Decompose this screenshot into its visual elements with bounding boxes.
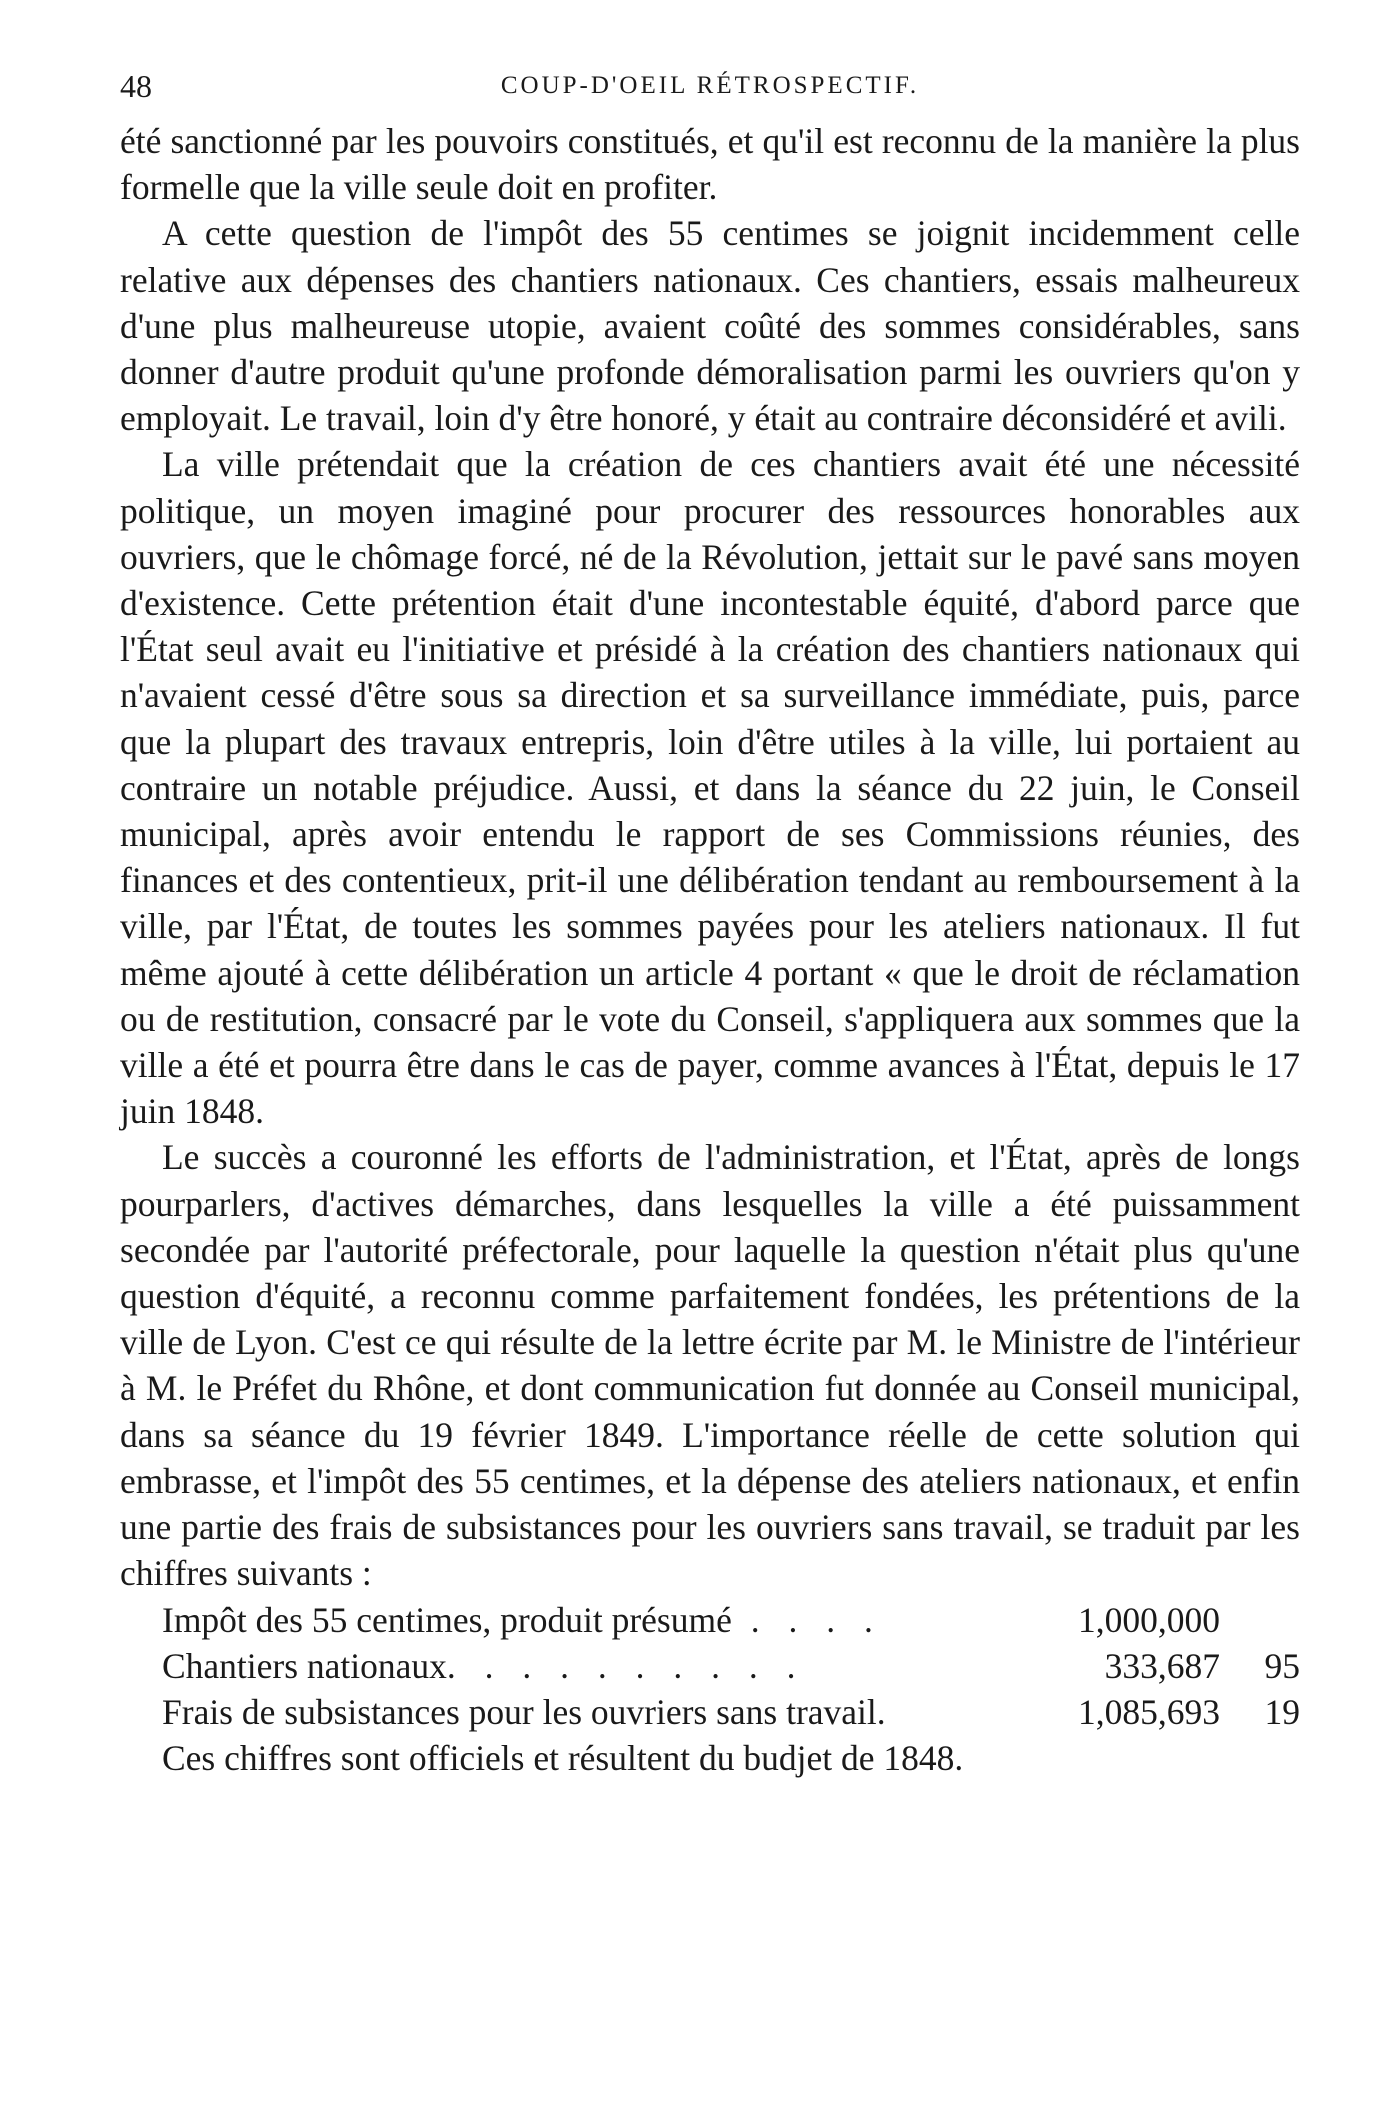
figure-cents: 19 xyxy=(1264,1691,1300,1732)
figure-label: Impôt des 55 centimes, produit présumé . . . . xyxy=(162,1599,883,1640)
running-head xyxy=(120,68,1300,118)
running-title: COUP-D'OEIL RÉTROSPECTIF. xyxy=(500,72,920,99)
body-text xyxy=(120,118,1300,1597)
paragraph-ville-pretendait: La ville prétendait que la création de ces chantiers avait été une nécessité politique, un moyen imaginé pour procurer des ressources honorables aux ouvriers, que le chômage forcé, né de la Révolution, jettait sur le pavé sans moyen d'existence. Cette prétention était d'une incontestable équité, d'abord parce que l'État seul avait eu l'initiative et présidé à la création des chantiers nationaux qui n'avaient cessé d'être sous sa direction et sa surveillance immédiate, puis, parce que la plupart des travaux entrepris, loin d'être utiles à la ville, lui portaient au contraire un notable préjudice. Aussi, et dans la séance du 22 juin, le Conseil municipal, après avoir entendu le rapport de ses Commissions réunies, des finances et des contentieux, prit-il une délibération tendant au remboursement à la ville, par l'État, de toutes les sommes payées pour les ateliers nationaux. Il fut même ajouté à cette délibération un article 4 portant « que le droit de réclamation ou de restitution, consacré par le vote du Conseil, s'appliquera aux sommes que la ville a été et pourra être dans le cas de payer, comme avances à l'État, depuis le 17 juin 1848. xyxy=(120,444,1300,1132)
figure-cents: 95 xyxy=(1264,1645,1300,1686)
paragraph-continued: été sanctionné par les pouvoirs constitués, et qu'il est reconnu de la manière la plus formelle que la ville seule doit en profiter. xyxy=(120,121,1300,208)
figure-label: Chantiers nationaux. . . . . . . . . . xyxy=(162,1645,806,1686)
figure-value: 1,085,693 xyxy=(1078,1691,1220,1732)
paragraph-chantiers: A cette question de l'impôt des 55 centimes se joignit incidemment celle relative aux dépenses des chantiers nationaux. Ces chantiers, essais malheureux d'une plus malheureuse utopie, avaient coûté des sommes considérables, sans donner d'autre produit qu'une profonde démoralisation parmi les ouvriers qu'on y employait. Le travail, loin d'y être honoré, y était au contraire déconsidéré et avili. xyxy=(120,213,1300,439)
figure-value: 333,687 xyxy=(1104,1645,1220,1686)
figures-table xyxy=(120,1597,1300,1735)
figure-label: Frais de subsistances pour les ouvriers sans travail. xyxy=(162,1691,886,1732)
book-page xyxy=(120,68,1300,1781)
leader-dots: . . . . . . . . . . xyxy=(446,1645,806,1686)
page-number: 48 xyxy=(120,68,152,104)
figure-row-impot xyxy=(120,1597,1300,1643)
figure-value: 1,000,000 xyxy=(1078,1599,1220,1640)
figure-row-chantiers xyxy=(120,1643,1300,1689)
closing-line: Ces chiffres sont officiels et résultent du budjet de 1848. xyxy=(162,1737,964,1778)
figure-row-subsistances xyxy=(120,1689,1300,1735)
paragraph-succes: Le succès a couronné les efforts de l'administration, et l'État, après de longs pourparlers, d'actives démarches, dans lesquelles la ville a été puissamment secondée par l'autorité préfectorale, pour laquelle la question n'était plus qu'une question d'équité, a reconnu comme parfaitement fondées, les prétentions de la ville de Lyon. C'est ce qui résulte de la lettre écrite par M. le Ministre de l'intérieur à M. le Préfet du Rhône, et dont communication fut donnée au Conseil municipal, dans sa séance du 19 février 1849. L'importance réelle de cette solution qui embrasse, et l'impôt des 55 centimes, et la dépense des ateliers nationaux, et enfin une partie des frais de subsistances pour les ouvriers sans travail, se traduit par les chiffres suivants : xyxy=(120,1137,1300,1594)
leader-dots: . . . . xyxy=(750,1599,883,1640)
